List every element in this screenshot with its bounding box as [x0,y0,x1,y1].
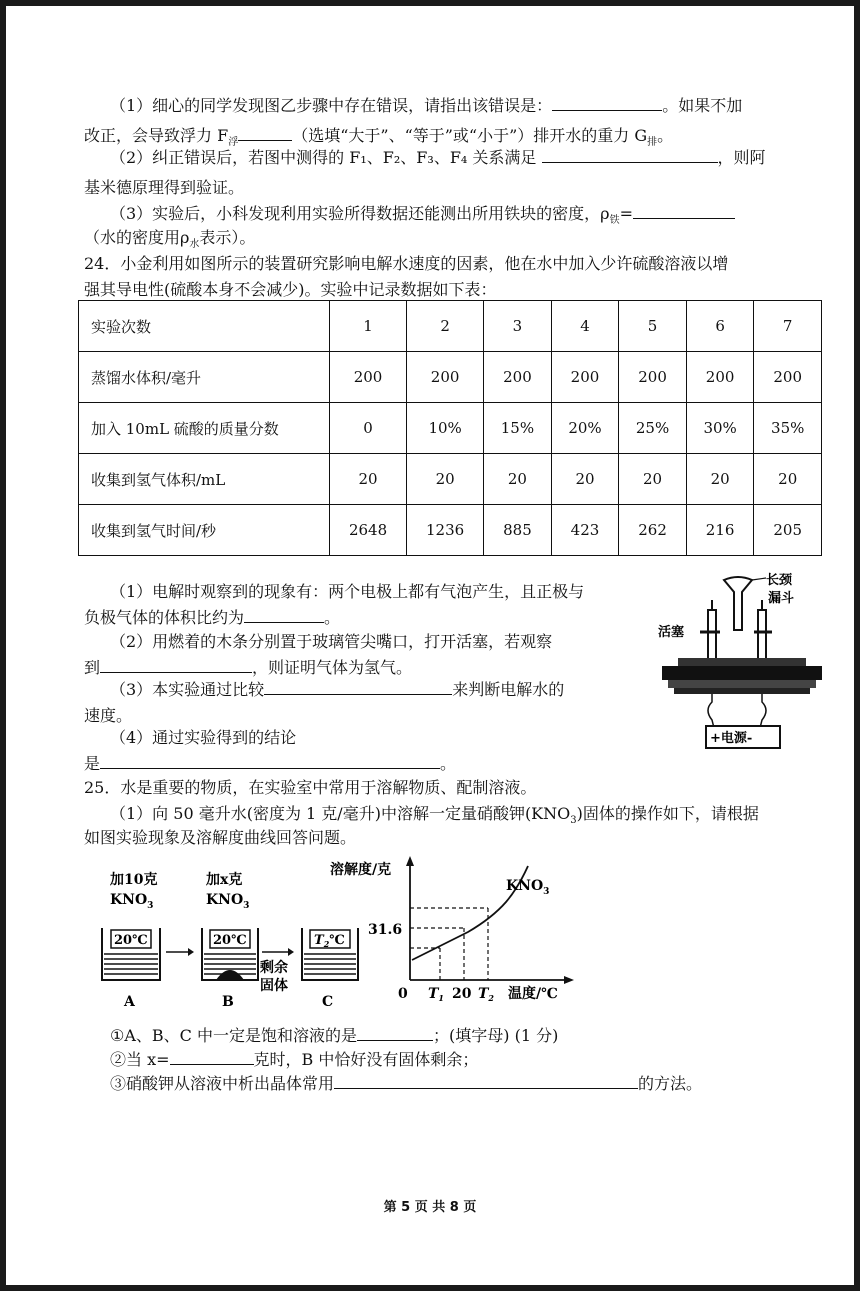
q23-part1-line1: （1）细心的同学发现图乙步骤中存在错误，请指出该错误是： 。如果不加 [110,96,743,115]
solubility-curve-graph [328,852,588,1002]
beaker-c-label: C [322,994,334,1010]
table-cell: 20% [551,403,619,454]
beaker-a [102,928,160,980]
table-cell: 6 [686,301,754,352]
answer-blank[interactable] [238,126,292,141]
power-label: +电源- [710,731,753,746]
funnel-label-1: 长颈 [766,573,793,588]
valve-label: 活塞 [658,625,685,640]
graph-x-label: 温度/℃ [508,986,558,1002]
q24-intro-line2: 强其导电性(硫酸本身不会减少)。实验中记录数据如下表： [84,280,497,299]
electrolysis-apparatus-figure [654,570,826,752]
answer-blank[interactable] [542,148,718,163]
q24-sub1-line2: 负极气体的体积比约为 。 [84,608,341,627]
table-cell: 20 [484,454,552,505]
table-row-header: 实验次数 [79,301,330,352]
answer-blank[interactable] [334,1074,638,1089]
table-cell: 15% [484,403,552,454]
q25-sub3: ③硝酸钾从溶液中析出晶体常用 的方法。 [110,1074,703,1093]
table-cell: 10% [407,403,484,454]
table-cell: 885 [484,505,552,556]
table-row-header: 加入 10mL 硫酸的质量分数 [79,403,330,454]
table-cell: 20 [407,454,484,505]
table-cell: 200 [686,352,754,403]
table-cell: 200 [330,352,407,403]
curve-label: $KNO_3$ [506,878,550,897]
table-row [79,352,822,403]
table-row [79,505,822,556]
table-cell: 423 [551,505,619,556]
y-tick-31-6: 31.6 [368,922,403,938]
beaker-a-label: A [124,994,135,1010]
q24-sub3-line2: 速度。 [84,706,133,725]
dashed-guides [410,908,488,980]
table-cell: 2 [407,301,484,352]
x-tick-t2: $T_2$ [478,986,494,1002]
q25-intro: 25．水是重要的物质，在实验室中常用于溶解物质、配制溶液。 [84,778,537,797]
svg-text:20℃: 20℃ [213,933,247,948]
base-plate-2 [662,666,822,680]
base-plate-1 [678,658,806,666]
beaker-b-label: B [222,994,234,1010]
page-footer: 第 5 页 共 8 页 [383,1200,477,1215]
table-row-header: 收集到氢气时间/秒 [79,505,330,556]
electrolysis-data-table [78,300,822,556]
q23-part2-line1: （2）纠正错误后，若图中测得的 F₁、F₂、F₃、F₄ 关系满足 ，则阿 [110,148,766,167]
beaker-b [202,928,258,980]
table-cell: 20 [619,454,687,505]
long-neck-funnel [724,577,752,630]
table-cell: 200 [754,352,822,403]
answer-blank[interactable] [100,658,252,673]
table-cell: 262 [619,505,687,556]
q23-part3-line2: （水的密度用$\rho_水$表示）。 [84,228,256,251]
q23-part2-line2: 基米德原理得到验证。 [84,178,245,197]
q25-sub2: ②当 x= 克时，B 中恰好没有固体剩余； [110,1050,479,1069]
svg-text:20℃: 20℃ [114,933,148,948]
table-cell: 7 [754,301,822,352]
table-cell: 4 [551,301,619,352]
table-row-header: 蒸馏水体积/毫升 [79,352,330,403]
table-cell: 200 [407,352,484,403]
table-cell: 3 [484,301,552,352]
q24-sub3-line1: （3）本实验通过比较 来判断电解水的 [110,680,565,699]
q23-part3-line1: （3）实验后，小科发现利用实验所得数据还能测出所用铁块的密度，$\rho_铁=$ [110,204,735,231]
remain-label-1: 剩余 [260,960,288,976]
beaker-a-kno3: $KNO_3$ [110,892,154,911]
q24-sub4-line1: （4）通过实验得到的结论 [110,728,297,747]
answer-blank[interactable] [100,754,440,769]
q25-part1-line2: 如图实验现象及溶解度曲线回答问题。 [84,828,357,847]
x-tick-20: 20 [452,986,472,1002]
graph-y-label: 溶解度/克 [330,862,392,878]
table-cell: 5 [619,301,687,352]
table-cell: 200 [619,352,687,403]
table-row [79,301,822,352]
table-cell: 2648 [330,505,407,556]
table-row [79,403,822,454]
table-cell: 25% [619,403,687,454]
table-cell: 200 [551,352,619,403]
beaker-b-kno3: $KNO_3$ [206,892,250,911]
beaker-b-add-label: 加x克 [206,872,243,888]
q24-sub1-line1: （1）电解时观察到的现象有：两个电极上都有气泡产生，且正极与 [110,582,585,601]
q25-sub1: ①A、B、C 中一定是饱和溶液的是 ；(填字母) (1 分) [110,1026,559,1045]
q24-intro-line1: 24．小金利用如图所示的装置研究影响电解水速度的因素，他在水中加入少许硫酸溶液以增 [84,254,729,273]
left-tube [708,610,716,664]
q24-sub2-line2: 到 ，则证明气体为氢气。 [84,658,413,677]
answer-blank[interactable] [264,680,452,695]
table-row-header: 收集到氢气体积/mL [79,454,330,505]
table-cell: 30% [686,403,754,454]
table-cell: 20 [551,454,619,505]
answer-blank[interactable] [244,608,324,623]
table-row [79,454,822,505]
table-cell: 1 [330,301,407,352]
answer-blank[interactable] [170,1050,254,1065]
q23-part1-line2: 改正，会导致浮力 $F_浮$ （选填“大于”、“等于”或“小于”）排开水的重力 $G_排$。 [84,126,674,149]
table-cell: 20 [686,454,754,505]
q25-part1-line1: （1）向 50 毫升水(密度为 1 克/毫升)中溶解一定量硝酸钾$(KNO_3)$固体的操作如下，请根据 [110,804,759,827]
table-cell: 35% [754,403,822,454]
answer-blank[interactable] [357,1026,433,1041]
answer-blank[interactable] [552,96,662,111]
table-cell: 216 [686,505,754,556]
remain-label-2: 固体 [260,978,288,994]
right-tube [758,610,766,664]
answer-blank[interactable] [633,204,735,219]
x-tick-t1: $T_1$ [428,986,444,1002]
table-cell: 20 [330,454,407,505]
beaker-a-add-label: 加10克 [110,872,158,888]
q24-sub4-line2: 是 。 [84,754,457,773]
table-cell: 0 [330,403,407,454]
svg-text:T2℃: $T_2℃$ [314,933,345,949]
undissolved-solid [216,970,244,980]
table-cell: 200 [484,352,552,403]
table-cell: 1236 [407,505,484,556]
x-origin: 0 [398,986,408,1002]
funnel-label-2: 漏斗 [768,591,795,606]
table-cell: 20 [754,454,822,505]
table-cell: 205 [754,505,822,556]
q24-sub2-line1: （2）用燃着的木条分别置于玻璃管尖嘴口，打开活塞，若观察 [110,632,553,651]
